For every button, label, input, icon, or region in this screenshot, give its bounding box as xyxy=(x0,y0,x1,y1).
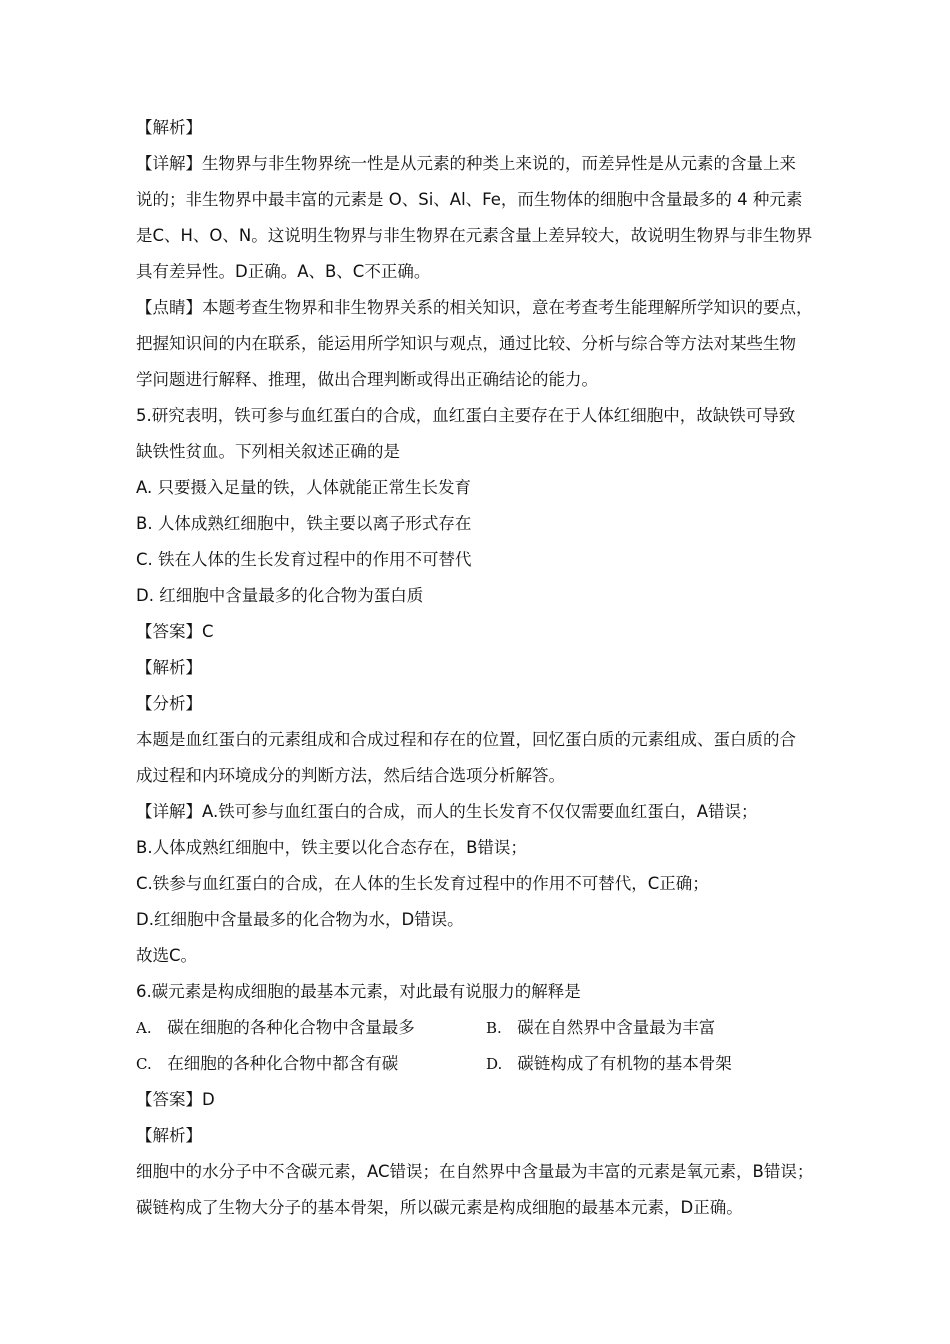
option-letter: D. xyxy=(486,1055,503,1073)
option-text: 铁在人体的生长发育过程中的作用不可替代 xyxy=(158,550,472,569)
text-line: B.人体成熟红细胞中，铁主要以化合态存在，B错误； xyxy=(136,838,527,857)
text-line: 【解析】 xyxy=(136,118,202,137)
text-line: 【详解】生物界与非生物界统一性是从元素的种类上来说的，而差异性是从元素的含量上来 xyxy=(136,154,796,173)
option-letter: B. xyxy=(486,1019,502,1037)
text-line: 学问题进行解释、推理，做出合理判断或得出正确结论的能力。 xyxy=(136,370,598,389)
text-line: 说的；非生物界中最丰富的元素是 O、Si、Al、Fe，而生物体的细胞中含量最多的 4 种元素 xyxy=(136,190,803,209)
text-line: 【详解】A.铁可参与血红蛋白的合成，而人的生长发育不仅仅需要血红蛋白，A错误； xyxy=(136,802,758,821)
text-line: 成过程和内环境成分的判断方法，然后结合选项分析解答。 xyxy=(136,766,565,785)
q6-option-d xyxy=(486,1046,836,1082)
option-text: 碳在细胞的各种化合物中含量最多 xyxy=(167,1018,415,1037)
option-text: 人体成熟红细胞中，铁主要以离子形式存在 xyxy=(157,514,472,533)
text-line: 碳链构成了生物大分子的基本骨架，所以碳元素是构成细胞的最基本元素，D正确。 xyxy=(136,1198,743,1217)
q5-option-a xyxy=(136,470,836,506)
text-line: 细胞中的水分子中不含碳元素，AC错误；在自然界中含量最为丰富的元素是氧元素，B错误； xyxy=(136,1162,814,1181)
text-line: 具有差异性。D正确。A、B、C不正确。 xyxy=(136,262,431,281)
question-5-stem: 5.研究表明，铁可参与血红蛋白的合成，血红蛋白主要存在于人体红细胞中，故缺铁可导致 xyxy=(136,406,796,425)
q5-answer: 【答案】C xyxy=(136,622,214,641)
q6-options-row-2 xyxy=(136,1046,836,1082)
q6-option-b xyxy=(486,1010,836,1046)
text-line: 【解析】 xyxy=(136,1126,202,1145)
text-line: 本题是血红蛋白的元素组成和合成过程和存在的位置，回忆蛋白质的元素组成、蛋白质的合 xyxy=(136,730,796,749)
question-5-stem: 缺铁性贫血。下列相关叙述正确的是 xyxy=(136,442,400,461)
option-letter: A. xyxy=(136,1019,152,1037)
option-text: 红细胞中含量最多的化合物为蛋白质 xyxy=(159,586,424,605)
option-letter: C. xyxy=(136,550,153,569)
option-letter: D. xyxy=(136,586,154,605)
q5-option-c xyxy=(136,542,836,578)
text-line: 是C、H、O、N。这说明生物界与非生物界在元素含量上差异较大，故说明生物界与非生物界 xyxy=(136,226,813,245)
text-line: 把握知识间的内在联系，能运用所学知识与观点，通过比较、分析与综合等方法对某些生物 xyxy=(136,334,796,353)
q6-answer: 【答案】D xyxy=(136,1090,215,1109)
option-text: 在细胞的各种化合物中都含有碳 xyxy=(167,1054,399,1073)
q6-options-row-1 xyxy=(136,1010,836,1046)
q6-option-a xyxy=(136,1010,486,1046)
text-line: 故选C。 xyxy=(136,946,198,965)
option-letter: C. xyxy=(136,1055,152,1073)
question-6-stem: 6.碳元素是构成细胞的最基本元素，对此最有说服力的解释是 xyxy=(136,982,581,1001)
option-letter: A. xyxy=(136,478,153,497)
text-line: 【分析】 xyxy=(136,694,202,713)
option-text: 碳在自然界中含量最为丰富 xyxy=(517,1018,716,1037)
text-line: D.红细胞中含量最多的化合物为水，D错误。 xyxy=(136,910,464,929)
document-page xyxy=(136,110,836,1226)
text-line: C.铁参与血红蛋白的合成，在人体的生长发育过程中的作用不可替代，C正确； xyxy=(136,874,709,893)
text-line: 【点睛】本题考查生物界和非生物界关系的相关知识，意在考查考生能理解所学知识的要点， xyxy=(136,298,813,317)
q5-option-d xyxy=(136,578,836,614)
option-text: 只要摄入足量的铁，人体就能正常生长发育 xyxy=(157,478,471,497)
option-letter: B. xyxy=(136,514,153,533)
q5-option-b xyxy=(136,506,836,542)
text-line: 【解析】 xyxy=(136,658,202,677)
q6-option-c xyxy=(136,1046,486,1082)
option-text: 碳链构成了有机物的基本骨架 xyxy=(517,1054,732,1073)
